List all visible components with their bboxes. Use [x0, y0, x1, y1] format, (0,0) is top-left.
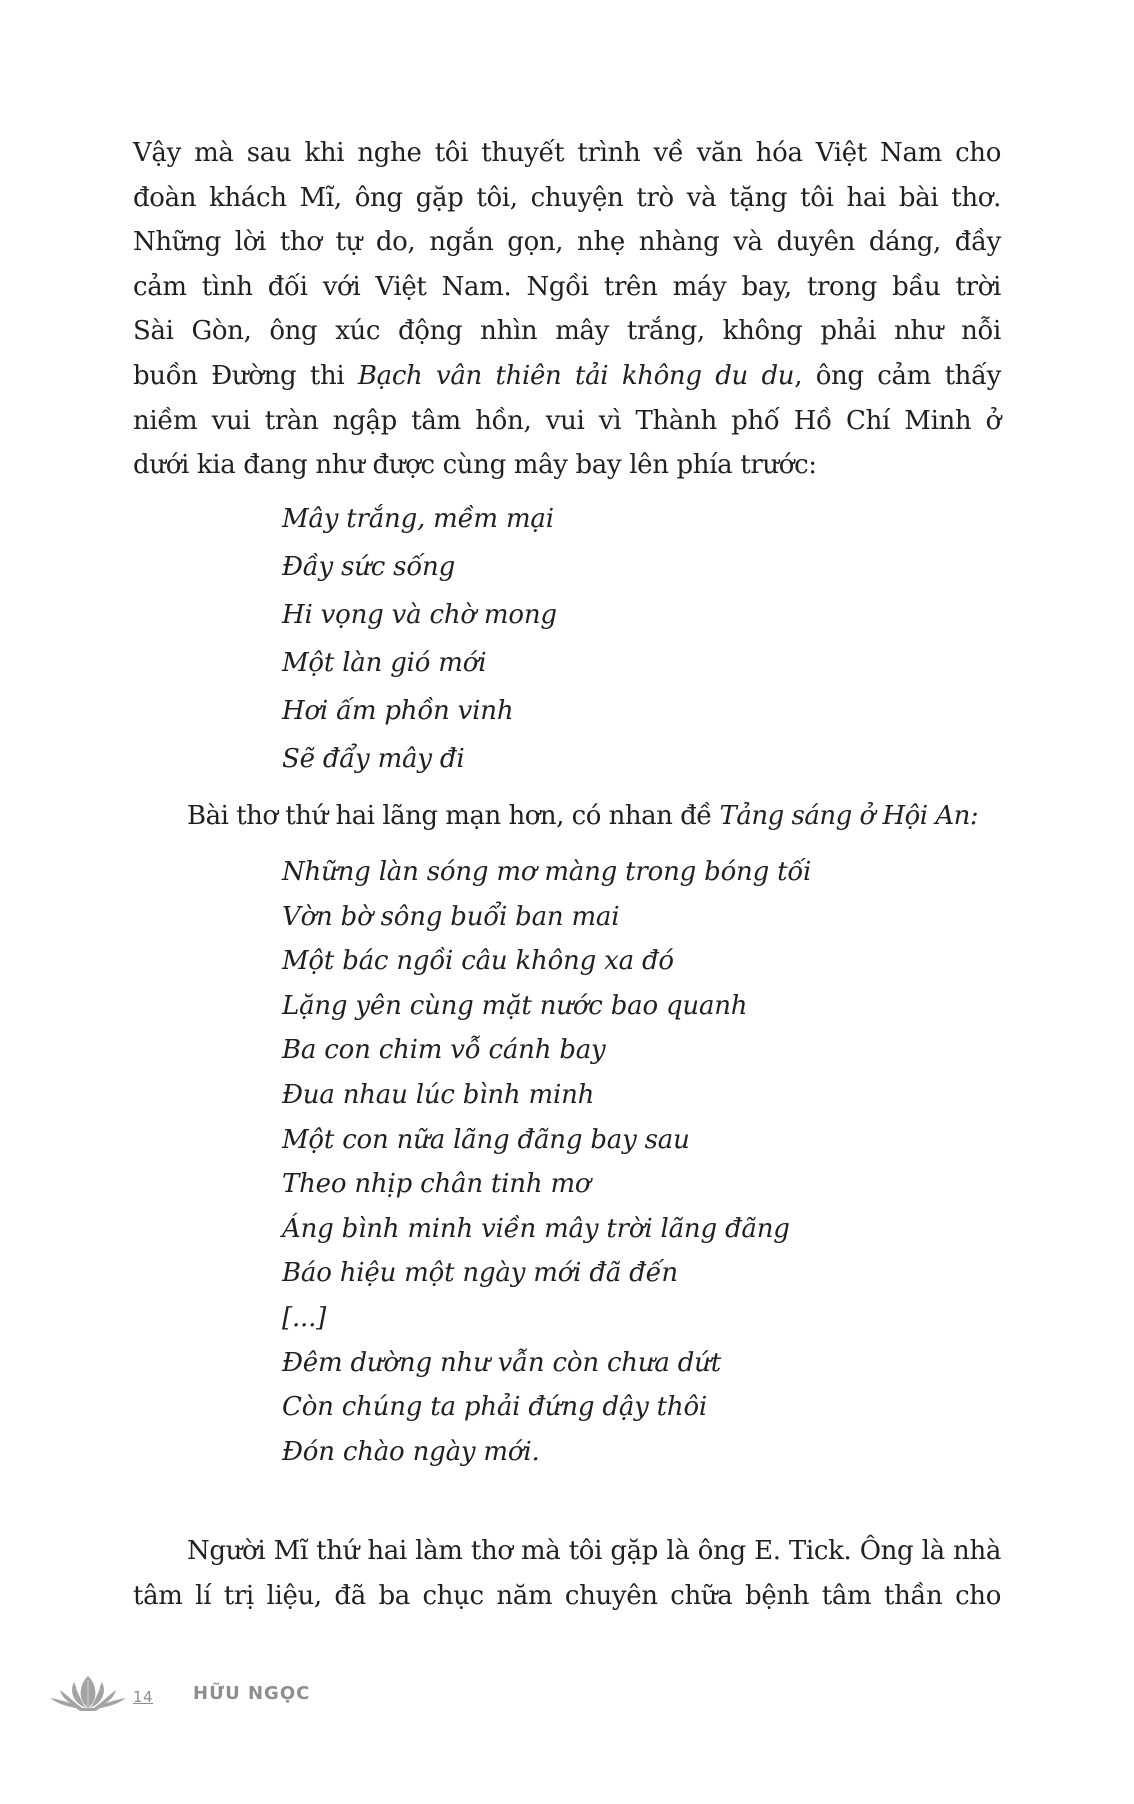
poem-line: Đêm dường như vẫn còn chưa dứt	[282, 1347, 721, 1378]
text-line: tâm lí trị liệu, đã ba chục năm chuyên chữa bệnh tâm thần cho	[133, 1580, 1001, 1611]
poem-line: Đua nhau lúc bình minh	[282, 1079, 595, 1110]
poem-line: Sẽ đẩy mây đi	[282, 744, 465, 774]
poem-line: Đầy sức sống	[282, 552, 456, 582]
poem-line: Một bác ngồi câu không xa đó	[282, 946, 674, 977]
poem-2-intro	[187, 794, 1001, 839]
text-line: dưới kia đang như được cùng mây bay lên phía trước:	[133, 450, 817, 481]
text-line: niềm vui tràn ngập tâm hồn, vui vì Thành phố Hồ Chí Minh ở	[133, 405, 1001, 436]
poem-line: Áng bình minh viền mây trời lãng đãng	[282, 1213, 790, 1244]
text-line: Sài Gòn, ông xúc động nhìn mây trắng, không phải như nỗi	[133, 316, 1001, 347]
text-fragment: , ông cảm thấy	[794, 360, 1001, 391]
text-line: Những lời thơ tự do, ngắn gọn, nhẹ nhàng và duyên dáng, đầy	[133, 227, 1001, 258]
page-number: 14	[133, 1688, 154, 1706]
poem-line: Vờn bờ sông buổi ban mai	[282, 901, 620, 932]
poem-line: Đón chào ngày mới.	[282, 1436, 540, 1467]
poem-line: Ba con chim vỗ cánh bay	[282, 1035, 606, 1066]
poem-line: Báo hiệu một ngày mới đã đến	[282, 1258, 678, 1289]
text-line-with-quote	[133, 354, 1001, 399]
poem-line: Còn chúng ta phải đứng dậy thôi	[282, 1392, 708, 1423]
text-line: Vậy mà sau khi nghe tôi thuyết trình về văn hóa Việt Nam cho	[133, 138, 1001, 168]
text-line: cảm tình đối với Việt Nam. Ngồi trên máy bay, trong bầu trời	[133, 271, 1001, 302]
poem-line: Lặng yên cùng mặt nước bao quanh	[282, 990, 748, 1021]
paragraph-2	[133, 1529, 1001, 1618]
paragraph-1	[133, 131, 1001, 488]
poem-1	[282, 495, 557, 783]
text-line: đoàn khách Mĩ, ông gặp tôi, chuyện trò và tặng tôi hai bài thơ.	[133, 182, 1001, 213]
text-fragment: buồn Đường thi	[133, 360, 358, 391]
lotus-icon	[48, 1674, 128, 1712]
page-footer	[0, 1668, 1134, 1718]
text-fragment: Bài thơ thứ hai lãng mạn hơn, có nhan đề	[187, 801, 720, 831]
poem-line: Mây trắng, mềm mại	[282, 504, 554, 534]
poem-2	[282, 850, 811, 1474]
text-line: Người Mĩ thứ hai làm thơ mà tôi gặp là ông E. Tick. Ông là nhà	[187, 1536, 1001, 1566]
quoted-verse-italic: Bạch vân thiên tải không du du	[357, 360, 795, 391]
poem-ellipsis: [...]	[282, 1302, 327, 1333]
poem-line: Hi vọng và chờ mong	[282, 600, 557, 630]
poem-title-italic: Tảng sáng ở Hội An:	[719, 801, 979, 831]
poem-line: Hơi ấm phồn vinh	[282, 696, 514, 726]
poem-line: Một làn gió mới	[282, 648, 487, 678]
author-name: HỮU NGỌC	[193, 1683, 311, 1704]
poem-line: Theo nhịp chân tinh mơ	[282, 1169, 591, 1200]
poem-line: Một con nữa lãng đãng bay sau	[282, 1124, 690, 1155]
poem-line: Những làn sóng mơ màng trong bóng tối	[282, 857, 812, 887]
